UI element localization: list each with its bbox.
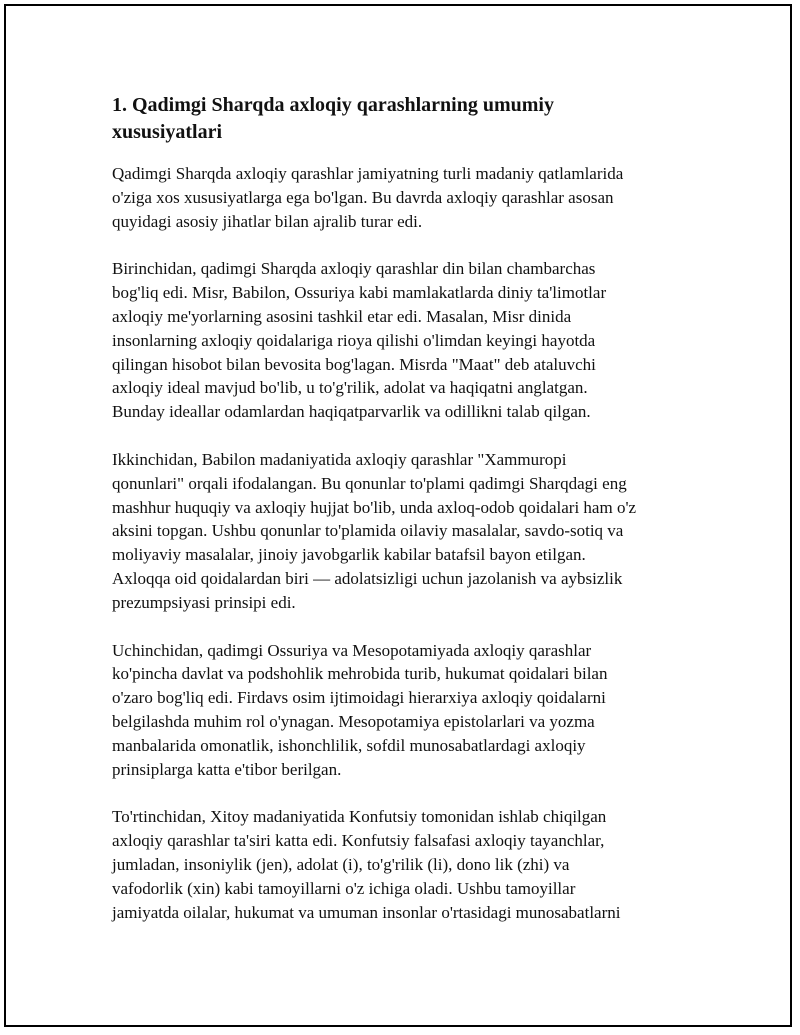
paragraph-intro: Qadimgi Sharqda axloqiy qarashlar jamiyatning turli madaniy qatlamlarida o'ziga xos xususiyatlarga ega bo'lgan. Bu davrda axloqiy qarashlar asosan quyidagi asosiy jihatlar bilan ajralib turar edi. [112,164,624,231]
section-heading: 1. Qadimgi Sharqda axloqiy qarashlarning umumiy xususiyatlari [112,94,554,143]
paragraph-first: Birinchidan, qadimgi Sharqda axloqiy qarashlar din bilan chambarchas bog'liq edi. Misr, Babilon, Ossuriya kabi mamlakatlarda diniy ta'limotlar axloqiy me'yorlarning asosini tashkil etar edi. Masalan, Misr dinida insonlarning axloqiy qoidalariga rioya qilishi o'limdan keyingi hayotda qilingan hisobot bilan bevosita bog'lagan. Misrda "Maat" deb ataluvchi axloqiy ideal mavjud bo'lib, u to'g'rilik, adolat va haqiqatni anglatgan. Bunday ideallar odamlardan haqiqatparvarlik va odillikni talab qilgan. [112,259,607,422]
paragraph-fourth: To'rtinchidan, Xitoy madaniyatida Konfutsiy tomonidan ishlab chiqilgan axloqiy qarashlar ta'siri katta edi. Konfutsiy falsafasi axloqiy tayanchlar, jumladan, insoniylik (jen), adolat (i), to'g'rilik (li), dono lik (zhi) va vafodorlik (xin) kabi tamoyillarni o'z ichiga oladi. Ushbu tamoyillar jamiyatda oilalar, hukumat va umuman insonlar o'rtasidagi munosabatlarni [112,807,621,922]
paragraph-second: Ikkinchidan, Babilon madaniyatida axloqiy qarashlar "Xammuropi qonunlari" orqali ifodalangan. Bu qonunlar to'plami qadimgi Sharqdagi eng mashhur huquqiy va axloqiy hujjat bo'lib, unda axloq-odob qoidalari ham o'z aksini topgan. Ushbu qonunlar to'plamida oilaviy masalalar, savdo-sotiq va moliyaviy masalalar, jinoiy javobgarlik kabilar batafsil bayon etilgan. Axloqqa oid qoidalardan biri — adolatsizligi uchun jazolanish va aybsizlik prezumpsiyasi prinsipi edi. [112,449,637,612]
paragraph-third: Uchinchidan, qadimgi Ossuriya va Mesopotamiyada axloqiy qarashlar ko'pincha davlat va podshohlik mehrobida turib, hukumat qoidalari bilan o'zaro bog'liq edi. Firdavs osim ijtimoidagi hierarxiya axloqiy qoidalarni belgilashda muhim rol o'ynagan. Mesopotamiya epistolarlari va yozma manbalarida omonatlik, ishonchlilik, sofdil munosabatlardagi axloqiy prinsiplarga katta e'tibor berilgan. [112,640,608,779]
document-body [112,92,702,924]
